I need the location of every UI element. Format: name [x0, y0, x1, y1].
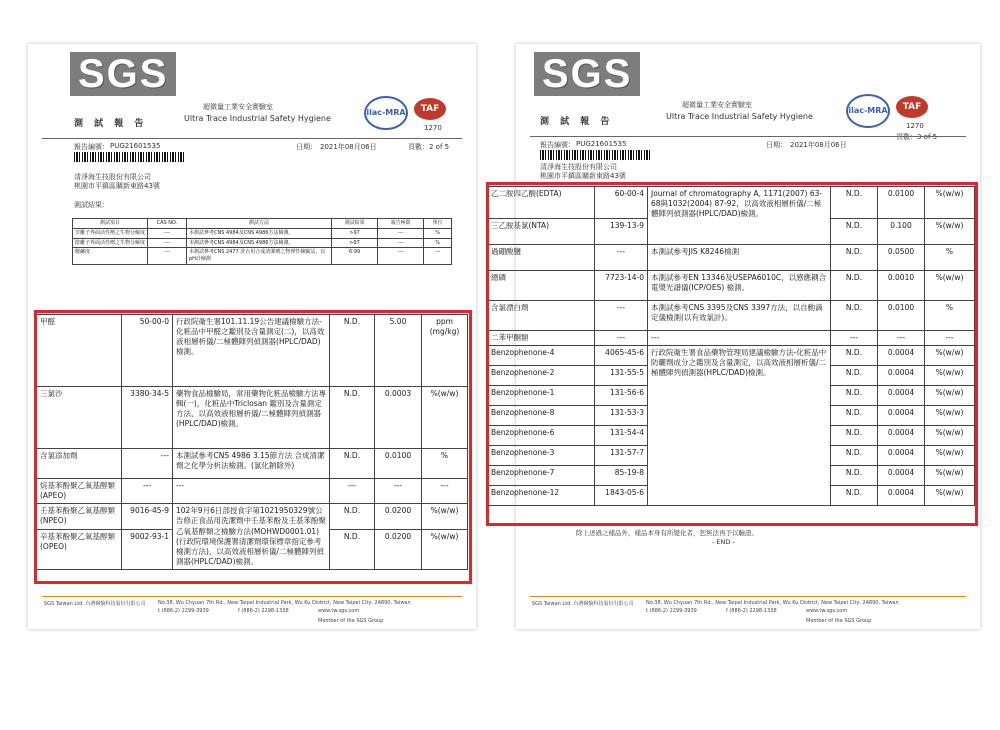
result: N.D.	[831, 406, 878, 426]
result: N.D.	[831, 366, 878, 386]
item-name: 含氯漂白劑	[488, 301, 595, 331]
unit: %(w/w)	[925, 271, 975, 301]
footer-member: Member of the SGS Group	[806, 618, 872, 624]
table-row	[37, 479, 468, 504]
unit: %(w/w)	[925, 466, 975, 486]
lab-number: 1270	[906, 122, 924, 130]
footer-company: SGS Taiwan Ltd. 台灣檢驗科技股份有限公司	[44, 601, 146, 607]
cell: ---	[378, 248, 424, 265]
result: N.D.	[831, 446, 878, 466]
result: N.D.	[831, 271, 878, 301]
report-no: PUG21601535	[110, 142, 161, 150]
col-cas: CAS NO.	[148, 219, 187, 229]
limit: ---	[375, 479, 422, 504]
client-name: 清淨海生技股份有限公司	[540, 163, 617, 171]
result: N.D.	[831, 346, 878, 366]
lab-name-en: Ultra Trace Industrial Safety Hygiene	[666, 112, 813, 121]
table-row	[488, 187, 975, 219]
cas-no: 1843-05-6	[595, 486, 648, 506]
item-name: 乙二胺四乙酸(EDTA)	[488, 187, 595, 219]
unit: %(w/w)	[925, 366, 975, 386]
limit: 0.0003	[375, 387, 422, 449]
client-name: 清淨海生技股份有限公司	[74, 173, 151, 181]
report-no: PUG21601535	[576, 140, 627, 148]
result: N.D.	[831, 386, 878, 406]
cell: ---	[148, 228, 187, 238]
unit: %(w/w)	[925, 406, 975, 426]
cell: >97	[332, 238, 378, 248]
cas-no: 4065-45-6	[595, 346, 648, 366]
cell: >97	[332, 228, 378, 238]
test-method: ---	[173, 479, 330, 504]
report-page-3	[491, 44, 980, 629]
footer-tel: t (886-2) 2299-3939	[646, 608, 697, 614]
unit: ppm (mg/kg)	[422, 315, 468, 387]
col-unit: 單位	[424, 219, 452, 229]
cell: %	[424, 228, 452, 238]
footer-member: Member of the SGS Group	[318, 618, 384, 624]
table-row	[73, 238, 452, 248]
date-label: 日期：	[296, 143, 317, 151]
footer-web: www.tw.sgs.com	[806, 608, 848, 614]
cas-no: 7723-14-0	[595, 271, 648, 301]
item-name: Benzophenone-8	[488, 406, 595, 426]
table-row	[37, 315, 468, 387]
cell: ---	[424, 248, 452, 265]
test-method: 本測試參考CNS 4986 3.15節方法 合成清潔劑之化學分析法檢測。(氯化鈉除外)	[173, 449, 330, 479]
col-limit: 報告極限	[378, 219, 424, 229]
unit: %	[422, 449, 468, 479]
limit: 0.0100	[878, 187, 925, 219]
unit: %(w/w)	[422, 530, 468, 570]
report-note: 除上述過之樣品外，樣品本身有所變化者，恕無法再予以驗證。	[576, 529, 758, 537]
result: N.D.	[831, 301, 878, 331]
cas-no: ---	[595, 301, 648, 331]
cell: ---	[148, 238, 187, 248]
results-label: 測試結果：	[74, 201, 109, 209]
result: ---	[831, 331, 878, 346]
item-name: Benzophenone-1	[488, 386, 595, 406]
item-name: Benzophenone-4	[488, 346, 595, 366]
cas-no: 131-56-6	[595, 386, 648, 406]
table-row	[488, 271, 975, 301]
unit: %	[925, 301, 975, 331]
result: N.D.	[330, 387, 375, 449]
ilac-mra-logo: ilac-MRA	[846, 94, 890, 128]
unit: %(w/w)	[422, 504, 468, 530]
report-no-label: 報告編號：	[74, 143, 109, 151]
client-address: 桃園市平鎮區關新東路43號	[540, 172, 626, 180]
limit: 0.0500	[878, 245, 925, 271]
unit: %(w/w)	[925, 219, 975, 245]
result: N.D.	[831, 486, 878, 506]
limit: 0.0100	[375, 449, 422, 479]
result: N.D.	[831, 245, 878, 271]
report-page-2	[28, 44, 476, 629]
item-name: 甲醛	[37, 315, 122, 387]
table-row	[37, 449, 468, 479]
test-method: 本測試參考EN 13346及USEPA6010C，以感應耦合電漿光譜儀(ICP/OES) 檢測。	[648, 271, 831, 301]
table-row	[37, 387, 468, 449]
item-name: Benzophenone-3	[488, 446, 595, 466]
highlighted-results-table	[487, 186, 975, 506]
cas-no: 85-19-8	[595, 466, 648, 486]
ilac-mra-logo: ilac-MRA	[364, 96, 408, 130]
result: ---	[330, 479, 375, 504]
table-header-row	[73, 219, 452, 229]
result: N.D.	[330, 315, 375, 387]
date-label: 日期：	[766, 141, 787, 149]
sgs-logo: SGS	[534, 52, 640, 96]
cell: 非離子界面活性劑之生物分解度	[73, 228, 148, 238]
limit: 0.0004	[878, 346, 925, 366]
result: N.D.	[831, 187, 878, 219]
table-row	[73, 248, 452, 265]
test-method: Journal of chromatography A, 1171(2007) 63-68與1032(2004) 87-92，以高效液相層析儀/二極體陣列偵測器(HPLC/DAD)檢測。	[648, 187, 831, 245]
limit: ---	[878, 331, 925, 346]
taf-logo: TAF	[414, 98, 446, 120]
cas-no: 3380-34-5	[122, 387, 173, 449]
table-row	[488, 301, 975, 331]
test-method: 本測試參考JIS K8246檢測	[648, 245, 831, 271]
limit: 0.0004	[878, 426, 925, 446]
test-method: 行政院衛生署食品藥物管理局建議檢驗方法-化粧品中防曬劑成分之鑑別及含量測定，以高效液相層析儀/二極體陣列偵測器(HPLC/DAD)檢測。	[648, 346, 831, 506]
lab-name-en: Ultra Trace Industrial Safety Hygiene	[184, 114, 331, 123]
cas-no: 131-54-4	[595, 426, 648, 446]
footer-company: SGS Taiwan Ltd. 台灣檢驗科技股份有限公司	[532, 601, 634, 607]
report-title: 測 試 報 告	[540, 117, 614, 127]
col-result: 測試結果	[332, 219, 378, 229]
cas-no: 9002-93-1	[122, 530, 173, 570]
cell: 本測試參考CNS 2477 洗衣用合成清潔劑之物理性檢驗法，以pH計檢測	[187, 248, 332, 265]
upper-results-table	[72, 218, 452, 265]
page-number: 頁數：3 of 5	[896, 133, 938, 141]
limit: 0.0200	[375, 504, 422, 530]
barcode	[74, 152, 184, 162]
test-method: 行政院衛生署101.11.19公告建議檢驗方法-化粧品中甲醛之鑑別及含量測定(二)，以高效液相層析儀/二極體陣列偵測器(HPLC/DAD)檢測。	[173, 315, 330, 387]
unit: %(w/w)	[925, 346, 975, 366]
item-name: 三氯沙	[37, 387, 122, 449]
cas-no: 139-13-9	[595, 219, 648, 245]
table-row	[488, 245, 975, 271]
cas-no: 131-55-5	[595, 366, 648, 386]
limit: 0.0100	[878, 301, 925, 331]
limit: 0.0010	[878, 271, 925, 301]
footer-tel: t (886-2) 2299-3939	[158, 608, 209, 614]
cas-no: ---	[595, 245, 648, 271]
report-no-label: 報告編號：	[540, 141, 575, 149]
taf-logo: TAF	[896, 96, 928, 118]
result: N.D.	[330, 530, 375, 570]
end-mark: - END -	[712, 538, 735, 546]
limit: 5.00	[375, 315, 422, 387]
highlighted-results-table	[36, 314, 468, 570]
limit: 0.0004	[878, 446, 925, 466]
cas-no: 9016-45-9	[122, 504, 173, 530]
cell: 本測試參考CNS 4984及CNS 4986方法檢測。	[187, 238, 332, 248]
item-name: 烷基苯酚聚乙氧基醇類(APEO)	[37, 479, 122, 504]
cas-no: ---	[122, 479, 173, 504]
result: N.D.	[831, 219, 878, 245]
test-method: ---	[648, 331, 831, 346]
footer-address: No.38, Wu Chyuan 7th Rd., New Taipei Industrial Park, Wu Ku District, New Taipei City, 24890, Taiwan	[646, 600, 899, 606]
table-row	[37, 504, 468, 530]
cas-no: 131-53-3	[595, 406, 648, 426]
lab-number: 1270	[424, 124, 442, 132]
header-rule	[530, 136, 966, 137]
test-method: 本測試參考CNS 3395及CNS 3397方法，以自動滴定儀檢測(以有效氯計)。	[648, 301, 831, 331]
client-address: 桃園市平鎮區關新東路43號	[74, 182, 160, 190]
cell: ---	[378, 238, 424, 248]
item-name: 總磷	[488, 271, 595, 301]
limit: 0.0200	[375, 530, 422, 570]
report-date: 2021年08月06日	[320, 143, 377, 151]
cell: ---	[378, 228, 424, 238]
sgs-logo: SGS	[70, 52, 176, 96]
limit: 0.0004	[878, 406, 925, 426]
unit: %(w/w)	[925, 187, 975, 219]
unit: %(w/w)	[925, 386, 975, 406]
unit: %(w/w)	[422, 387, 468, 449]
footer-fax: f (886-2) 2298-1338	[238, 608, 289, 614]
page-number: 頁數：2 of 5	[408, 143, 450, 151]
cell: ---	[148, 248, 187, 265]
limit: 0.100	[878, 219, 925, 245]
result: N.D.	[831, 426, 878, 446]
col-item: 測試項目	[73, 219, 148, 229]
cas-no: 131-57-7	[595, 446, 648, 466]
footer-address: No.38, Wu Chyuan 7th Rd., New Taipei Industrial Park, Wu Ku District, New Taipei City, 24890, Taiwan	[158, 600, 411, 606]
unit: %(w/w)	[925, 486, 975, 506]
unit: ---	[422, 479, 468, 504]
cas-no: 50-00-0	[122, 315, 173, 387]
footer-rule	[42, 596, 462, 597]
col-method: 測試方法	[187, 219, 332, 229]
item-name: 過硼酸鹽	[488, 245, 595, 271]
barcode	[540, 150, 650, 160]
item-name: 壬基苯酚聚乙氧基醇類(NPEO)	[37, 504, 122, 530]
unit: %(w/w)	[925, 446, 975, 466]
cell: 6.99	[332, 248, 378, 265]
test-method: 102年9月6日部授食字第1021950329號公告修正食品用洗潔劑中壬基苯酚及壬基苯酚聚乙氧基醇類之檢驗方法(MOHWD0001.01)(行政院環境保護署清潔劑環保標章指定參考檢測方法)，以高效液相層析儀/二極體陣列偵測器(HPLC/DAD)檢測。	[173, 504, 330, 570]
result: N.D.	[330, 449, 375, 479]
item-name: 三乙胺基氯(NTA)	[488, 219, 595, 245]
item-name: Benzophenone-2	[488, 366, 595, 386]
report-title: 測 試 報 告	[74, 119, 148, 129]
unit: ---	[925, 331, 975, 346]
cell: %	[424, 238, 452, 248]
result: N.D.	[330, 504, 375, 530]
cell: 本測試參考CNS 4984及CNS 4986方法檢測。	[187, 228, 332, 238]
footer-web: www.tw.sgs.com	[318, 608, 360, 614]
unit: %	[925, 245, 975, 271]
item-name: 二苯甲酮類	[488, 331, 595, 346]
limit: 0.0004	[878, 486, 925, 506]
cas-no: 60-00-4	[595, 187, 648, 219]
lab-name-cn: 超微量工業安全實驗室	[203, 103, 273, 111]
result: N.D.	[831, 466, 878, 486]
item-name: Benzophenone-12	[488, 486, 595, 506]
item-name: 辛基苯酚聚乙氧基醇類(OPEO)	[37, 530, 122, 570]
lab-name-cn: 超微量工業安全實驗室	[682, 101, 752, 109]
limit: 0.0004	[878, 386, 925, 406]
limit: 0.0004	[878, 466, 925, 486]
item-name: 含氯添加劑	[37, 449, 122, 479]
table-row	[73, 228, 452, 238]
footer-fax: f (886-2) 2298-1338	[726, 608, 777, 614]
test-method: 藥物食品檢驗局，常用藥物化粧品檢驗方法專輯(一)，化粧品中Triclosan 鑑別及含量測定方法，以高效液相層析儀/二極體陣列偵測器(HPLC/DAD)檢測。	[173, 387, 330, 449]
cell: 陰離子界面活性劑之生物分解度	[73, 238, 148, 248]
limit: 0.0004	[878, 366, 925, 386]
cas-no: ---	[595, 331, 648, 346]
table-row	[488, 346, 975, 366]
header-rule	[42, 138, 462, 139]
cas-no: ---	[122, 449, 173, 479]
table-row	[488, 331, 975, 346]
item-name: Benzophenone-7	[488, 466, 595, 486]
footer-rule	[530, 596, 966, 597]
item-name: Benzophenone-6	[488, 426, 595, 446]
report-date: 2021年08月06日	[790, 141, 847, 149]
cell: 酸鹼度	[73, 248, 148, 265]
unit: %(w/w)	[925, 426, 975, 446]
